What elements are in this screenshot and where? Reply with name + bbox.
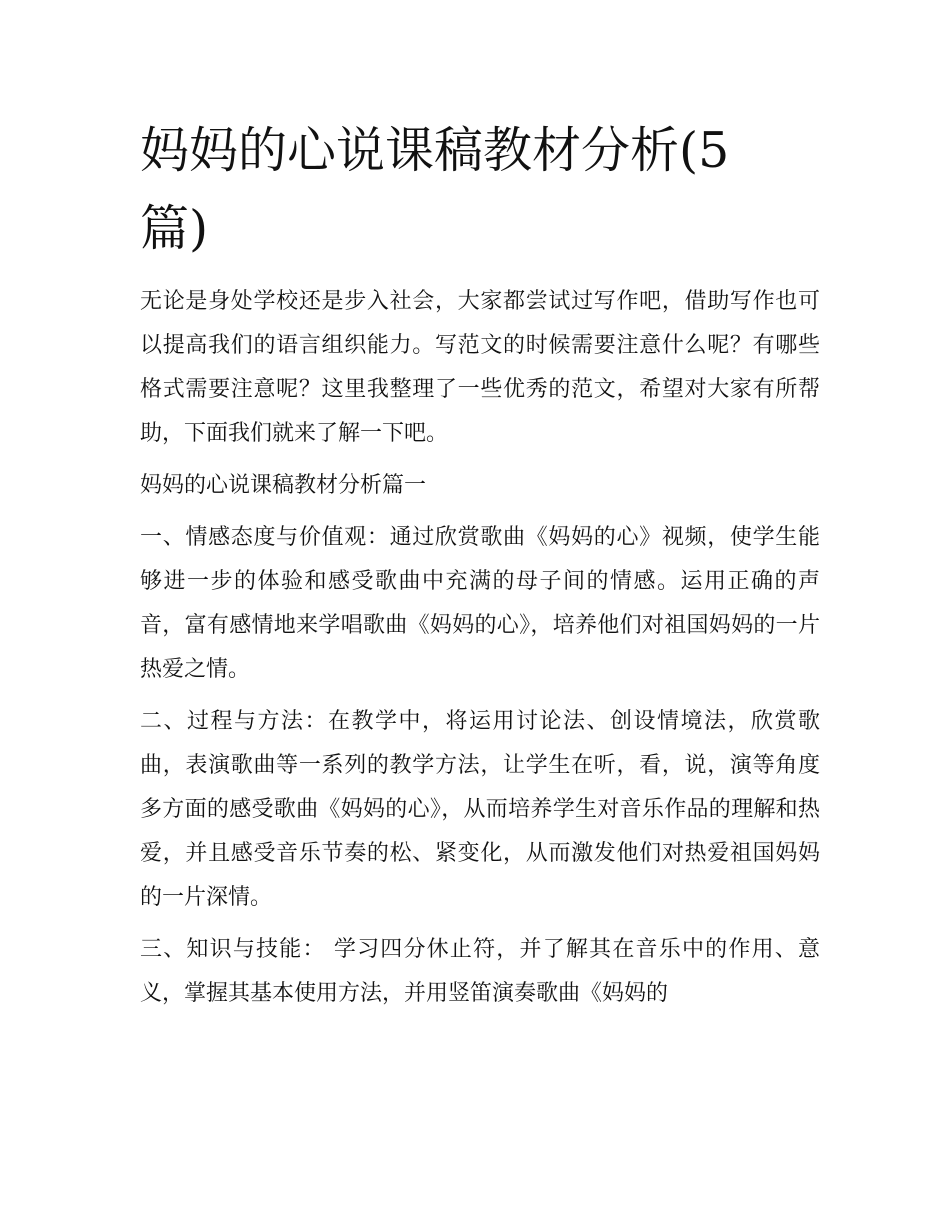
section-heading: 妈妈的心说课稿教材分析篇一 — [140, 473, 427, 498]
title-line-2: 篇) — [140, 200, 209, 257]
document-title — [140, 112, 780, 268]
paragraph-process-methods: 二、过程与方法：在教学中，将运用讨论法、创设情境法，欣赏歌曲，表演歌曲等一系列的教学方法，让学生在听，看，说，演等角度多方面的感受歌曲《妈妈的心》，从而培养学生对音乐作品的理解和热爱，并且感受音乐节奏的松、紧变化，从而激发他们对热爱祖国妈妈的一片深情。 — [140, 709, 820, 910]
intro-paragraph: 无论是身处学校还是步入社会，大家都尝试过写作吧，借助写作也可以提高我们的语言组织能力。写范文的时候需要注意什么呢？有哪些格式需要注意呢？这里我整理了一些优秀的范文，希望对大家有所帮助，下面我们就来了解一下吧。 — [140, 289, 820, 446]
paragraph-knowledge-skills: 三、知识与技能： 学习四分休止符，并了解其在音乐中的作用、意义，掌握其基本使用方法，并用竖笛演奏歌曲《妈妈的 — [140, 937, 820, 1006]
document-body — [140, 280, 820, 1024]
paragraph-emotion-values: 一、情感态度与价值观：通过欣赏歌曲《妈妈的心》视频，使学生能够进一步的体验和感受歌曲中充满的母子间的情感。运用正确的声音，富有感情地来学唱歌曲《妈妈的心》，培养他们对祖国妈妈的一片热爱之情。 — [140, 525, 820, 682]
title-line-1: 妈妈的心说课稿教材分析(5 — [140, 122, 730, 179]
